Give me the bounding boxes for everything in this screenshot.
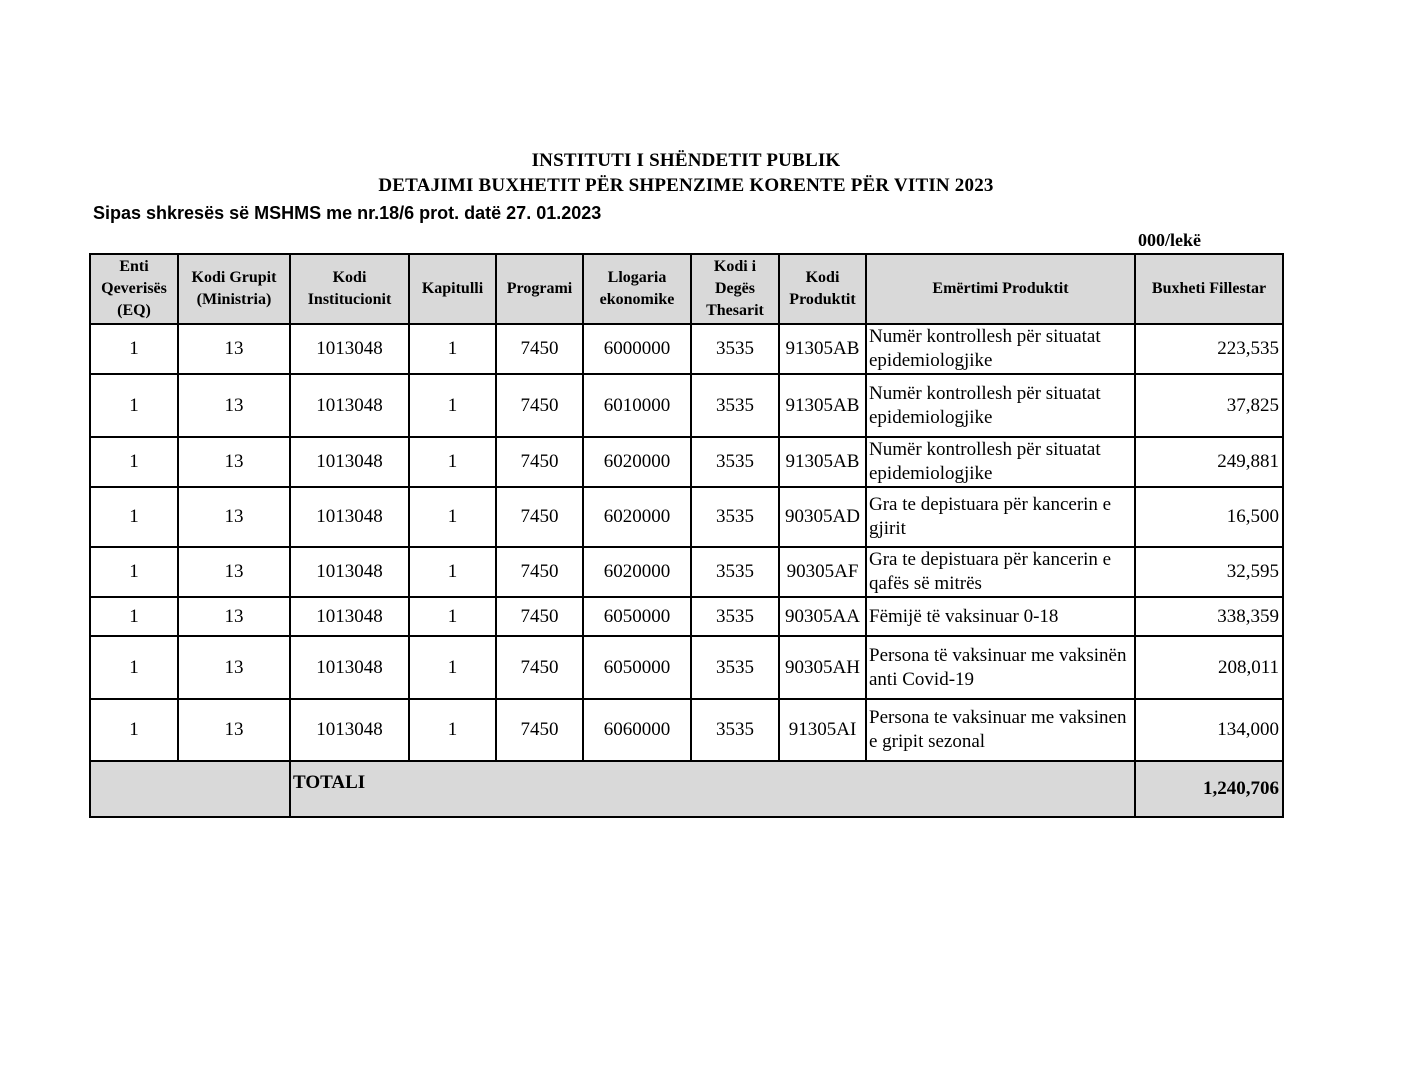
cell-enti: 1	[90, 487, 178, 547]
cell-llogaria: 6020000	[583, 437, 691, 487]
cell-enti: 1	[90, 636, 178, 699]
cell-kodi-produktit: 90305AD	[779, 487, 866, 547]
cell-programi: 7450	[496, 597, 583, 636]
cell-enti: 1	[90, 547, 178, 597]
cell-enti: 1	[90, 374, 178, 437]
total-label: TOTALI	[290, 761, 1135, 817]
cell-emertimi: Fëmijë të vaksinuar 0-18	[866, 597, 1135, 636]
cell-kodi-deges: 3535	[691, 324, 779, 374]
cell-kapitulli: 1	[409, 547, 496, 597]
table-row	[90, 597, 1283, 636]
cell-emertimi: Gra te depistuara për kancerin e qafës së mitrës	[866, 547, 1135, 597]
table-row	[90, 699, 1283, 761]
cell-emertimi: Numër kontrollesh për situatat epidemiologjike	[866, 324, 1135, 374]
col-header-programi: Programi	[496, 254, 583, 324]
budget-table	[89, 253, 1284, 818]
col-header-emertimi: Emërtimi Produktit	[866, 254, 1135, 324]
cell-kodi-institucionit: 1013048	[290, 547, 409, 597]
cell-enti: 1	[90, 597, 178, 636]
cell-kapitulli: 1	[409, 699, 496, 761]
cell-kodi-produktit: 90305AF	[779, 547, 866, 597]
cell-kodi-grupit: 13	[178, 636, 290, 699]
cell-kodi-grupit: 13	[178, 547, 290, 597]
total-value: 1,240,706	[1135, 761, 1283, 817]
cell-kapitulli: 1	[409, 636, 496, 699]
cell-enti: 1	[90, 437, 178, 487]
cell-kodi-produktit: 90305AA	[779, 597, 866, 636]
total-row	[90, 761, 1283, 817]
reference-line: Sipas shkresës së MSHMS me nr.18/6 prot. datë 27. 01.2023	[93, 203, 602, 223]
cell-buxheti: 16,500	[1135, 487, 1283, 547]
cell-kodi-produktit: 91305AB	[779, 437, 866, 487]
cell-kodi-deges: 3535	[691, 547, 779, 597]
col-header-enti: Enti Qeverisës (EQ)	[90, 254, 178, 324]
cell-buxheti: 208,011	[1135, 636, 1283, 699]
table-row	[90, 374, 1283, 437]
cell-kodi-produktit: 91305AB	[779, 374, 866, 437]
total-blank-cell	[90, 761, 290, 817]
cell-programi: 7450	[496, 487, 583, 547]
cell-kodi-deges: 3535	[691, 374, 779, 437]
cell-enti: 1	[90, 699, 178, 761]
cell-emertimi: Gra te depistuara për kancerin e gjirit	[866, 487, 1135, 547]
cell-kodi-grupit: 13	[178, 487, 290, 547]
table-row	[90, 636, 1283, 699]
cell-buxheti: 134,000	[1135, 699, 1283, 761]
cell-kodi-produktit: 91305AB	[779, 324, 866, 374]
cell-kodi-deges: 3535	[691, 636, 779, 699]
cell-emertimi: Persona të vaksinuar me vaksinën anti Covid-19	[866, 636, 1135, 699]
cell-kodi-grupit: 13	[178, 597, 290, 636]
cell-kodi-deges: 3535	[691, 699, 779, 761]
cell-emertimi: Numër kontrollesh për situatat epidemiologjike	[866, 374, 1135, 437]
cell-kapitulli: 1	[409, 437, 496, 487]
col-header-kodi-deges: Kodi i Degës Thesarit	[691, 254, 779, 324]
cell-llogaria: 6000000	[583, 324, 691, 374]
cell-kodi-institucionit: 1013048	[290, 437, 409, 487]
col-header-kodi-grupit: Kodi Grupit (Ministria)	[178, 254, 290, 324]
cell-kodi-institucionit: 1013048	[290, 636, 409, 699]
cell-kodi-institucionit: 1013048	[290, 597, 409, 636]
cell-kodi-grupit: 13	[178, 437, 290, 487]
table-row	[90, 547, 1283, 597]
table-row	[90, 437, 1283, 487]
cell-kodi-institucionit: 1013048	[290, 324, 409, 374]
cell-programi: 7450	[496, 437, 583, 487]
cell-kodi-grupit: 13	[178, 324, 290, 374]
cell-enti: 1	[90, 324, 178, 374]
cell-programi: 7450	[496, 324, 583, 374]
cell-kodi-deges: 3535	[691, 487, 779, 547]
unit-label: 000/lekë	[1138, 230, 1201, 250]
table-row	[90, 487, 1283, 547]
col-header-kodi-produktit: Kodi Produktit	[779, 254, 866, 324]
cell-buxheti: 338,359	[1135, 597, 1283, 636]
cell-kodi-institucionit: 1013048	[290, 487, 409, 547]
cell-programi: 7450	[496, 547, 583, 597]
cell-kapitulli: 1	[409, 597, 496, 636]
cell-kodi-institucionit: 1013048	[290, 699, 409, 761]
col-header-llogaria: Llogaria ekonomike	[583, 254, 691, 324]
cell-buxheti: 223,535	[1135, 324, 1283, 374]
cell-llogaria: 6050000	[583, 636, 691, 699]
cell-kapitulli: 1	[409, 374, 496, 437]
cell-programi: 7450	[496, 374, 583, 437]
cell-buxheti: 32,595	[1135, 547, 1283, 597]
cell-kodi-grupit: 13	[178, 374, 290, 437]
cell-kodi-deges: 3535	[691, 597, 779, 636]
cell-llogaria: 6020000	[583, 487, 691, 547]
cell-llogaria: 6060000	[583, 699, 691, 761]
table-row	[90, 324, 1283, 374]
cell-emertimi: Numër kontrollesh për situatat epidemiologjike	[866, 437, 1135, 487]
col-header-buxheti: Buxheti Fillestar	[1135, 254, 1283, 324]
cell-programi: 7450	[496, 636, 583, 699]
cell-programi: 7450	[496, 699, 583, 761]
cell-kodi-grupit: 13	[178, 699, 290, 761]
cell-kodi-produktit: 91305AI	[779, 699, 866, 761]
table-header-row	[90, 254, 1283, 324]
cell-buxheti: 37,825	[1135, 374, 1283, 437]
document-title: INSTITUTI I SHËNDETIT PUBLIK	[531, 150, 841, 171]
cell-kapitulli: 1	[409, 324, 496, 374]
cell-kodi-produktit: 90305AH	[779, 636, 866, 699]
document-subtitle-heading: DETAJIMI BUXHETIT PËR SHPENZIME KORENTE PËR VITIN 2023	[378, 175, 994, 196]
cell-llogaria: 6010000	[583, 374, 691, 437]
col-header-kodi-institucionit: Kodi Institucionit	[290, 254, 409, 324]
cell-kodi-institucionit: 1013048	[290, 374, 409, 437]
col-header-kapitulli: Kapitulli	[409, 254, 496, 324]
cell-emertimi: Persona te vaksinuar me vaksinen e gripit sezonal	[866, 699, 1135, 761]
cell-buxheti: 249,881	[1135, 437, 1283, 487]
cell-llogaria: 6020000	[583, 547, 691, 597]
cell-kodi-deges: 3535	[691, 437, 779, 487]
cell-llogaria: 6050000	[583, 597, 691, 636]
cell-kapitulli: 1	[409, 487, 496, 547]
